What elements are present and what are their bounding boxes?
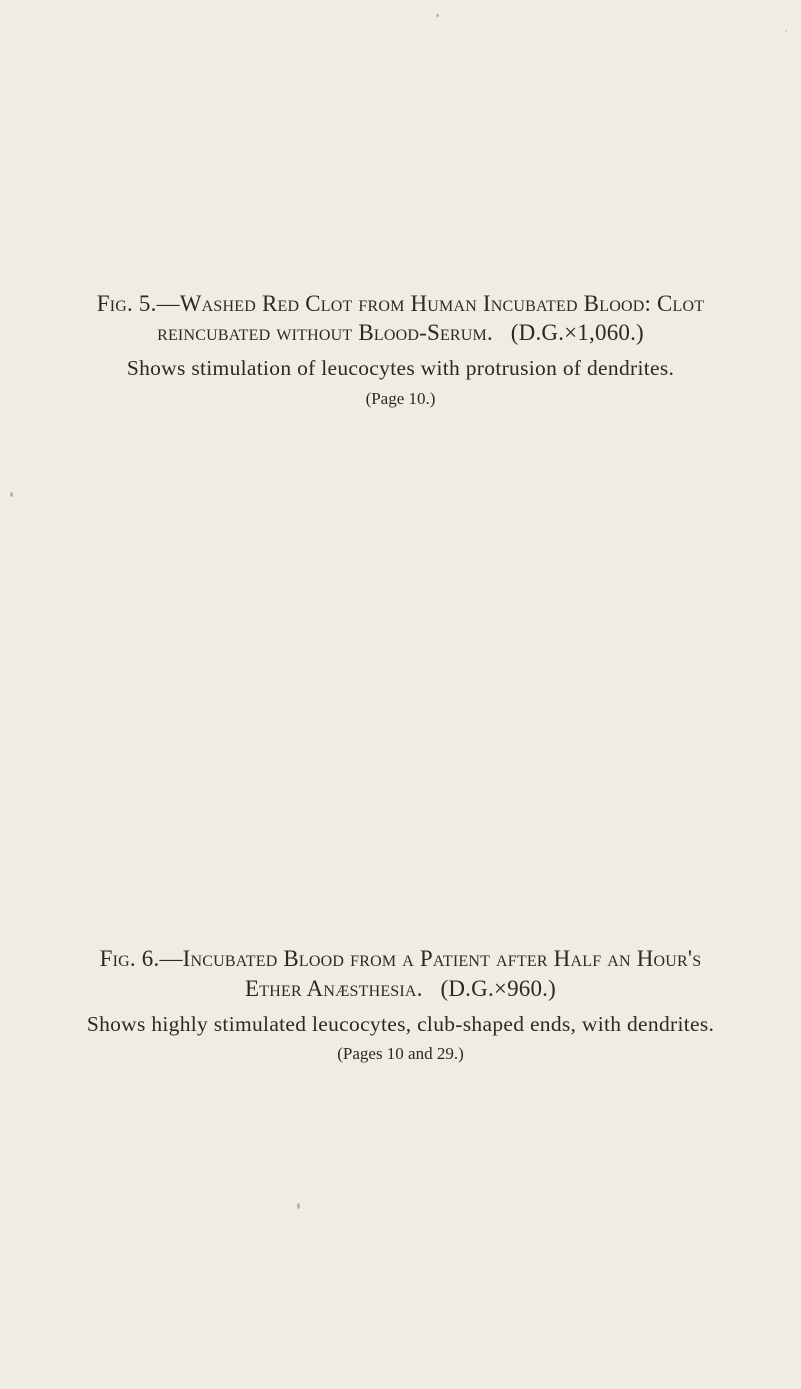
figure-5-title-line-1: Fig. 5.—Washed Red Clot from Human Incubated Blood: Clot: [96, 291, 705, 316]
figure-6-description: Shows highly stimulated leucocytes, club-shaped ends, with dendrites.: [86, 1012, 715, 1036]
paper-speck: [10, 492, 13, 497]
figure-6-title-line-2-text: Ether Anæsthesia.: [245, 976, 423, 1001]
figure-5-title-line-2: [0, 318, 801, 347]
figure-5-caption: [0, 289, 801, 410]
figure-6-title-line-1: Fig. 6.—Incubated Blood from a Patient after Half an Hour's: [99, 946, 702, 971]
figure-6-magnification: (D.G.×960.): [440, 976, 556, 1001]
figure-5-description: Shows stimulation of leucocytes with protrusion of dendrites.: [126, 356, 675, 380]
figure-5-title-line-2-text: reincubated without Blood-Serum.: [157, 320, 493, 345]
figure-6-caption: [0, 944, 801, 1065]
figure-6-page-reference: (Pages 10 and 29.): [337, 1044, 464, 1063]
figure-5-page-reference: (Page 10.): [365, 389, 436, 408]
figure-6-title-line-2: [0, 974, 801, 1004]
paper-speck: [297, 1203, 300, 1209]
paper-speck: [436, 14, 439, 17]
figure-5-magnification: (D.G.×1,060.): [510, 320, 644, 345]
paper-speck: [785, 30, 787, 32]
